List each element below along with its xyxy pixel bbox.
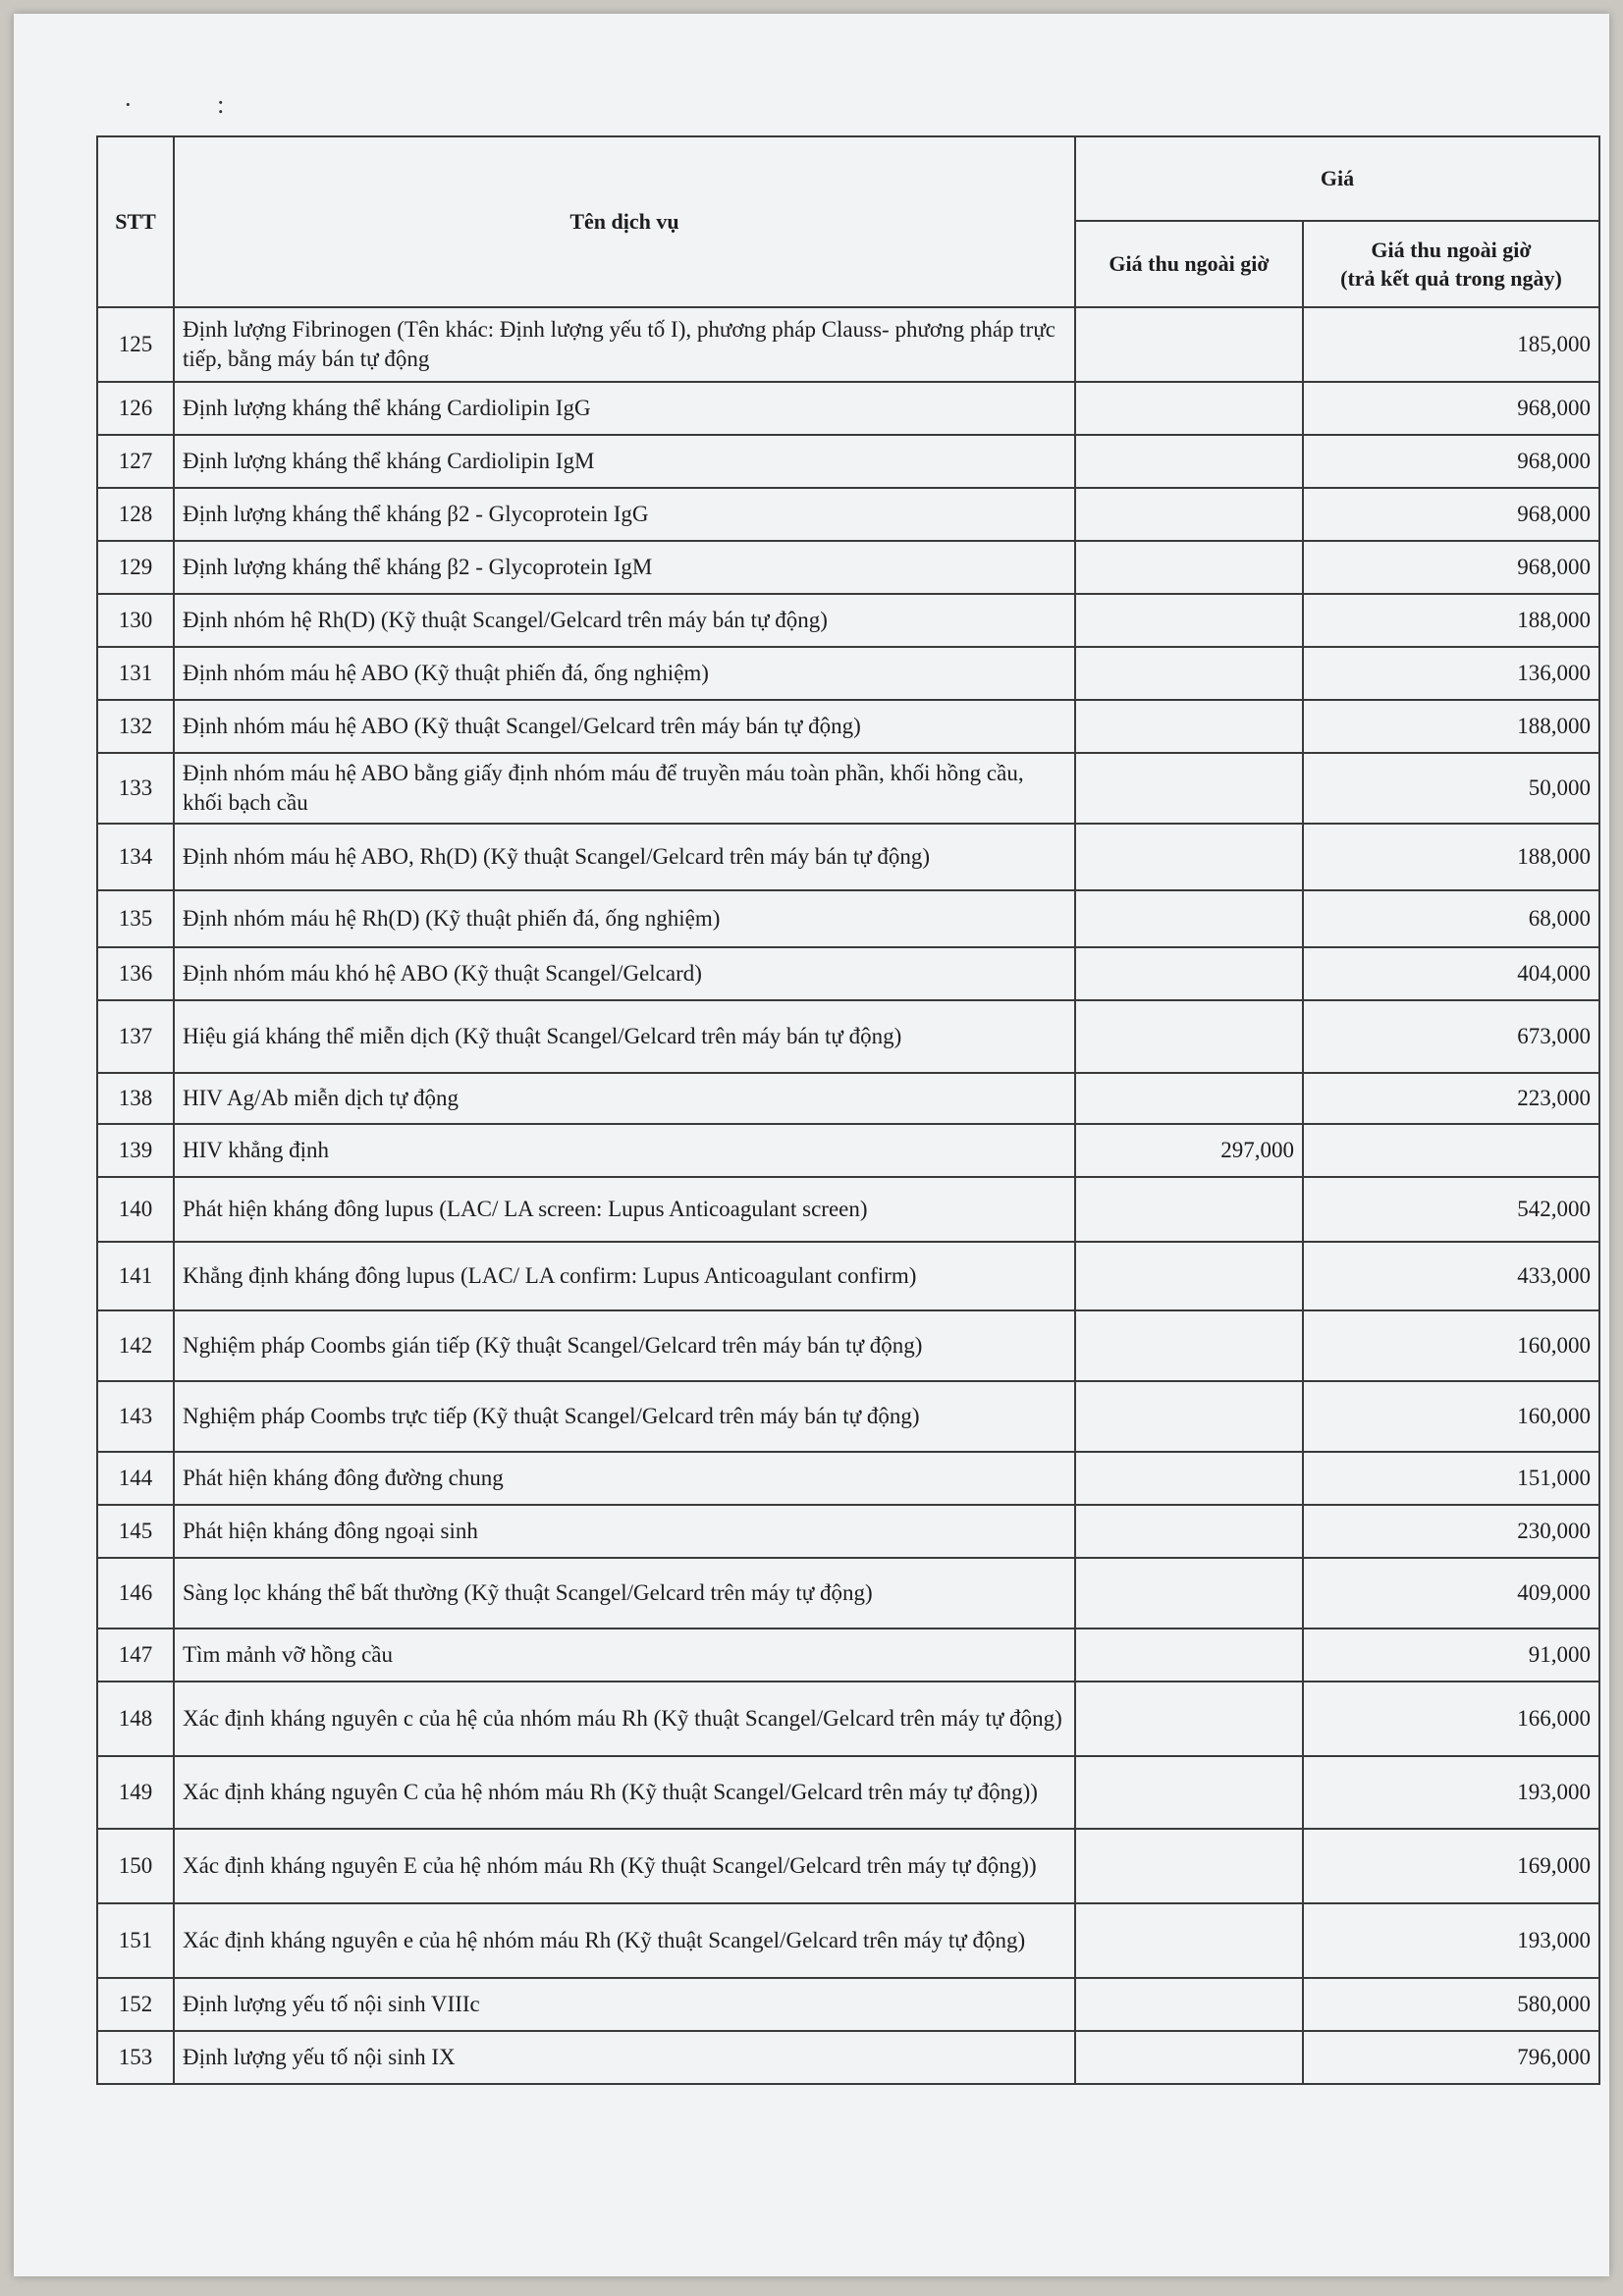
table-row: [97, 307, 1599, 382]
row-price-after-hours: [1075, 1242, 1303, 1310]
header-stt: STT: [97, 136, 174, 307]
price-table: [96, 135, 1600, 2085]
row-service-name: Xác định kháng nguyên c của hệ của nhóm máu Rh (Kỹ thuật Scangel/Gelcard trên máy tự động): [174, 1682, 1075, 1756]
header-service-name: Tên dịch vụ: [174, 136, 1075, 307]
table-row: [97, 1558, 1599, 1629]
row-price-after-hours: [1075, 890, 1303, 947]
row-price-same-day: 136,000: [1303, 647, 1599, 700]
table-row: [97, 1073, 1599, 1124]
row-price-same-day: 188,000: [1303, 824, 1599, 890]
row-price-same-day: [1303, 1124, 1599, 1177]
row-price-same-day: 166,000: [1303, 1682, 1599, 1756]
row-service-name: Xác định kháng nguyên e của hệ nhóm máu Rh (Kỹ thuật Scangel/Gelcard trên máy tự động): [174, 1903, 1075, 1978]
row-service-name: Xác định kháng nguyên E của hệ nhóm máu Rh (Kỹ thuật Scangel/Gelcard trên máy tự động)): [174, 1829, 1075, 1903]
row-stt: 142: [97, 1310, 174, 1381]
table-row: [97, 1000, 1599, 1073]
row-price-after-hours: [1075, 488, 1303, 541]
table-row: [97, 1452, 1599, 1505]
row-service-name: Khẳng định kháng đông lupus (LAC/ LA confirm: Lupus Anticoagulant confirm): [174, 1242, 1075, 1310]
row-stt: 131: [97, 647, 174, 700]
row-price-after-hours: [1075, 307, 1303, 382]
table-row: [97, 1381, 1599, 1452]
row-service-name: Định lượng yếu tố nội sinh VIIIc: [174, 1978, 1075, 2031]
row-price-after-hours: [1075, 1978, 1303, 2031]
table-row: [97, 1177, 1599, 1242]
row-stt: 126: [97, 382, 174, 435]
table-row: [97, 1829, 1599, 1903]
row-price-same-day: 968,000: [1303, 488, 1599, 541]
row-price-after-hours: 297,000: [1075, 1124, 1303, 1177]
row-service-name: Định lượng kháng thể kháng Cardiolipin IgM: [174, 435, 1075, 488]
row-price-after-hours: [1075, 1829, 1303, 1903]
row-price-after-hours: [1075, 1452, 1303, 1505]
row-stt: 143: [97, 1381, 174, 1452]
row-stt: 129: [97, 541, 174, 594]
row-price-after-hours: [1075, 594, 1303, 647]
table-row: [97, 647, 1599, 700]
table-row: [97, 1124, 1599, 1177]
row-stt: 132: [97, 700, 174, 753]
table-row: [97, 488, 1599, 541]
row-stt: 150: [97, 1829, 174, 1903]
row-price-after-hours: [1075, 435, 1303, 488]
row-price-same-day: 230,000: [1303, 1505, 1599, 1558]
row-service-name: Định nhóm máu hệ ABO, Rh(D) (Kỹ thuật Scangel/Gelcard trên máy bán tự động): [174, 824, 1075, 890]
row-price-after-hours: [1075, 1073, 1303, 1124]
row-price-after-hours: [1075, 1903, 1303, 1978]
row-price-after-hours: [1075, 1558, 1303, 1629]
row-price-after-hours: [1075, 1310, 1303, 1381]
row-stt: 137: [97, 1000, 174, 1073]
row-service-name: Định nhóm máu hệ ABO bằng giấy định nhóm máu để truyền máu toàn phần, khối hồng cầu, khối bạch cầu: [174, 753, 1075, 824]
row-service-name: Xác định kháng nguyên C của hệ nhóm máu Rh (Kỹ thuật Scangel/Gelcard trên máy tự động)): [174, 1756, 1075, 1829]
row-service-name: Phát hiện kháng đông lupus (LAC/ LA screen: Lupus Anticoagulant screen): [174, 1177, 1075, 1242]
row-price-same-day: 185,000: [1303, 307, 1599, 382]
row-price-same-day: 409,000: [1303, 1558, 1599, 1629]
page-marks: · :: [124, 90, 264, 119]
row-service-name: Hiệu giá kháng thể miễn dịch (Kỹ thuật Scangel/Gelcard trên máy bán tự động): [174, 1000, 1075, 1073]
table-row: [97, 594, 1599, 647]
row-price-after-hours: [1075, 2031, 1303, 2084]
row-price-after-hours: [1075, 541, 1303, 594]
header-price-group: Giá: [1075, 136, 1599, 221]
row-stt: 134: [97, 824, 174, 890]
row-stt: 133: [97, 753, 174, 824]
row-service-name: Tìm mảnh vỡ hồng cầu: [174, 1629, 1075, 1682]
row-price-same-day: 68,000: [1303, 890, 1599, 947]
row-price-same-day: 160,000: [1303, 1310, 1599, 1381]
row-stt: 138: [97, 1073, 174, 1124]
row-price-same-day: 796,000: [1303, 2031, 1599, 2084]
table-row: [97, 382, 1599, 435]
row-price-same-day: 673,000: [1303, 1000, 1599, 1073]
row-service-name: Định nhóm hệ Rh(D) (Kỹ thuật Scangel/Gelcard trên máy bán tự động): [174, 594, 1075, 647]
row-price-after-hours: [1075, 1505, 1303, 1558]
row-stt: 153: [97, 2031, 174, 2084]
header-price-after-hours: Giá thu ngoài giờ: [1075, 221, 1303, 307]
row-price-same-day: 169,000: [1303, 1829, 1599, 1903]
row-price-same-day: 968,000: [1303, 382, 1599, 435]
row-service-name: HIV khẳng định: [174, 1124, 1075, 1177]
table-row: [97, 1978, 1599, 2031]
row-price-after-hours: [1075, 1381, 1303, 1452]
row-price-after-hours: [1075, 1756, 1303, 1829]
row-price-same-day: 404,000: [1303, 947, 1599, 1000]
row-stt: 135: [97, 890, 174, 947]
row-price-same-day: 160,000: [1303, 1381, 1599, 1452]
row-service-name: Định lượng kháng thể kháng β2 - Glycoprotein IgG: [174, 488, 1075, 541]
row-service-name: Định nhóm máu hệ Rh(D) (Kỹ thuật phiến đá, ống nghiệm): [174, 890, 1075, 947]
row-service-name: Định nhóm máu hệ ABO (Kỹ thuật Scangel/Gelcard trên máy bán tự động): [174, 700, 1075, 753]
row-price-after-hours: [1075, 824, 1303, 890]
table-row: [97, 541, 1599, 594]
row-service-name: Định lượng Fibrinogen (Tên khác: Định lượng yếu tố I), phương pháp Clauss- phương pháp trực tiếp, bằng máy bán tự động: [174, 307, 1075, 382]
table-row: [97, 1310, 1599, 1381]
row-stt: 130: [97, 594, 174, 647]
row-price-same-day: 193,000: [1303, 1756, 1599, 1829]
row-price-after-hours: [1075, 1000, 1303, 1073]
row-price-same-day: 193,000: [1303, 1903, 1599, 1978]
row-stt: 139: [97, 1124, 174, 1177]
table-row: [97, 1505, 1599, 1558]
row-service-name: Sàng lọc kháng thể bất thường (Kỹ thuật Scangel/Gelcard trên máy tự động): [174, 1558, 1075, 1629]
table-row: [97, 2031, 1599, 2084]
row-price-after-hours: [1075, 1629, 1303, 1682]
row-stt: 136: [97, 947, 174, 1000]
table-row: [97, 1242, 1599, 1310]
row-stt: 148: [97, 1682, 174, 1756]
table-row: [97, 890, 1599, 947]
row-stt: 128: [97, 488, 174, 541]
table-row: [97, 700, 1599, 753]
row-price-after-hours: [1075, 1682, 1303, 1756]
row-stt: 146: [97, 1558, 174, 1629]
row-price-after-hours: [1075, 647, 1303, 700]
row-price-same-day: 188,000: [1303, 594, 1599, 647]
row-price-same-day: 188,000: [1303, 700, 1599, 753]
table-body: [97, 307, 1599, 2084]
row-price-same-day: 968,000: [1303, 435, 1599, 488]
row-service-name: HIV Ag/Ab miễn dịch tự động: [174, 1073, 1075, 1124]
row-service-name: Phát hiện kháng đông ngoại sinh: [174, 1505, 1075, 1558]
row-price-after-hours: [1075, 382, 1303, 435]
row-service-name: Định lượng kháng thể kháng β2 - Glycoprotein IgM: [174, 541, 1075, 594]
row-price-after-hours: [1075, 1177, 1303, 1242]
row-price-after-hours: [1075, 947, 1303, 1000]
table-row: [97, 1682, 1599, 1756]
row-price-same-day: 968,000: [1303, 541, 1599, 594]
row-service-name: Định nhóm máu khó hệ ABO (Kỹ thuật Scangel/Gelcard): [174, 947, 1075, 1000]
row-service-name: Định nhóm máu hệ ABO (Kỹ thuật phiến đá, ống nghiệm): [174, 647, 1075, 700]
row-service-name: Phát hiện kháng đông đường chung: [174, 1452, 1075, 1505]
table-row: [97, 753, 1599, 824]
row-stt: 140: [97, 1177, 174, 1242]
row-stt: 141: [97, 1242, 174, 1310]
row-stt: 144: [97, 1452, 174, 1505]
header-price-after-hours-same-day: Giá thu ngoài giờ (trả kết quả trong ngày): [1303, 221, 1599, 307]
row-stt: 151: [97, 1903, 174, 1978]
row-price-same-day: 50,000: [1303, 753, 1599, 824]
row-stt: 145: [97, 1505, 174, 1558]
table-row: [97, 947, 1599, 1000]
row-stt: 149: [97, 1756, 174, 1829]
row-stt: 152: [97, 1978, 174, 2031]
row-price-same-day: 91,000: [1303, 1629, 1599, 1682]
row-price-same-day: 542,000: [1303, 1177, 1599, 1242]
table-row: [97, 435, 1599, 488]
row-service-name: Định lượng yếu tố nội sinh IX: [174, 2031, 1075, 2084]
row-stt: 125: [97, 307, 174, 382]
row-price-after-hours: [1075, 700, 1303, 753]
row-price-same-day: 151,000: [1303, 1452, 1599, 1505]
row-price-after-hours: [1075, 753, 1303, 824]
table-row: [97, 1903, 1599, 1978]
table-row: [97, 1756, 1599, 1829]
table-row: [97, 824, 1599, 890]
row-service-name: Nghiệm pháp Coombs gián tiếp (Kỹ thuật Scangel/Gelcard trên máy bán tự động): [174, 1310, 1075, 1381]
row-price-same-day: 580,000: [1303, 1978, 1599, 2031]
table-row: [97, 1629, 1599, 1682]
row-stt: 147: [97, 1629, 174, 1682]
row-service-name: Nghiệm pháp Coombs trực tiếp (Kỹ thuật Scangel/Gelcard trên máy bán tự động): [174, 1381, 1075, 1452]
row-price-same-day: 223,000: [1303, 1073, 1599, 1124]
row-price-same-day: 433,000: [1303, 1242, 1599, 1310]
row-service-name: Định lượng kháng thể kháng Cardiolipin IgG: [174, 382, 1075, 435]
row-stt: 127: [97, 435, 174, 488]
document-page: [14, 14, 1609, 2276]
